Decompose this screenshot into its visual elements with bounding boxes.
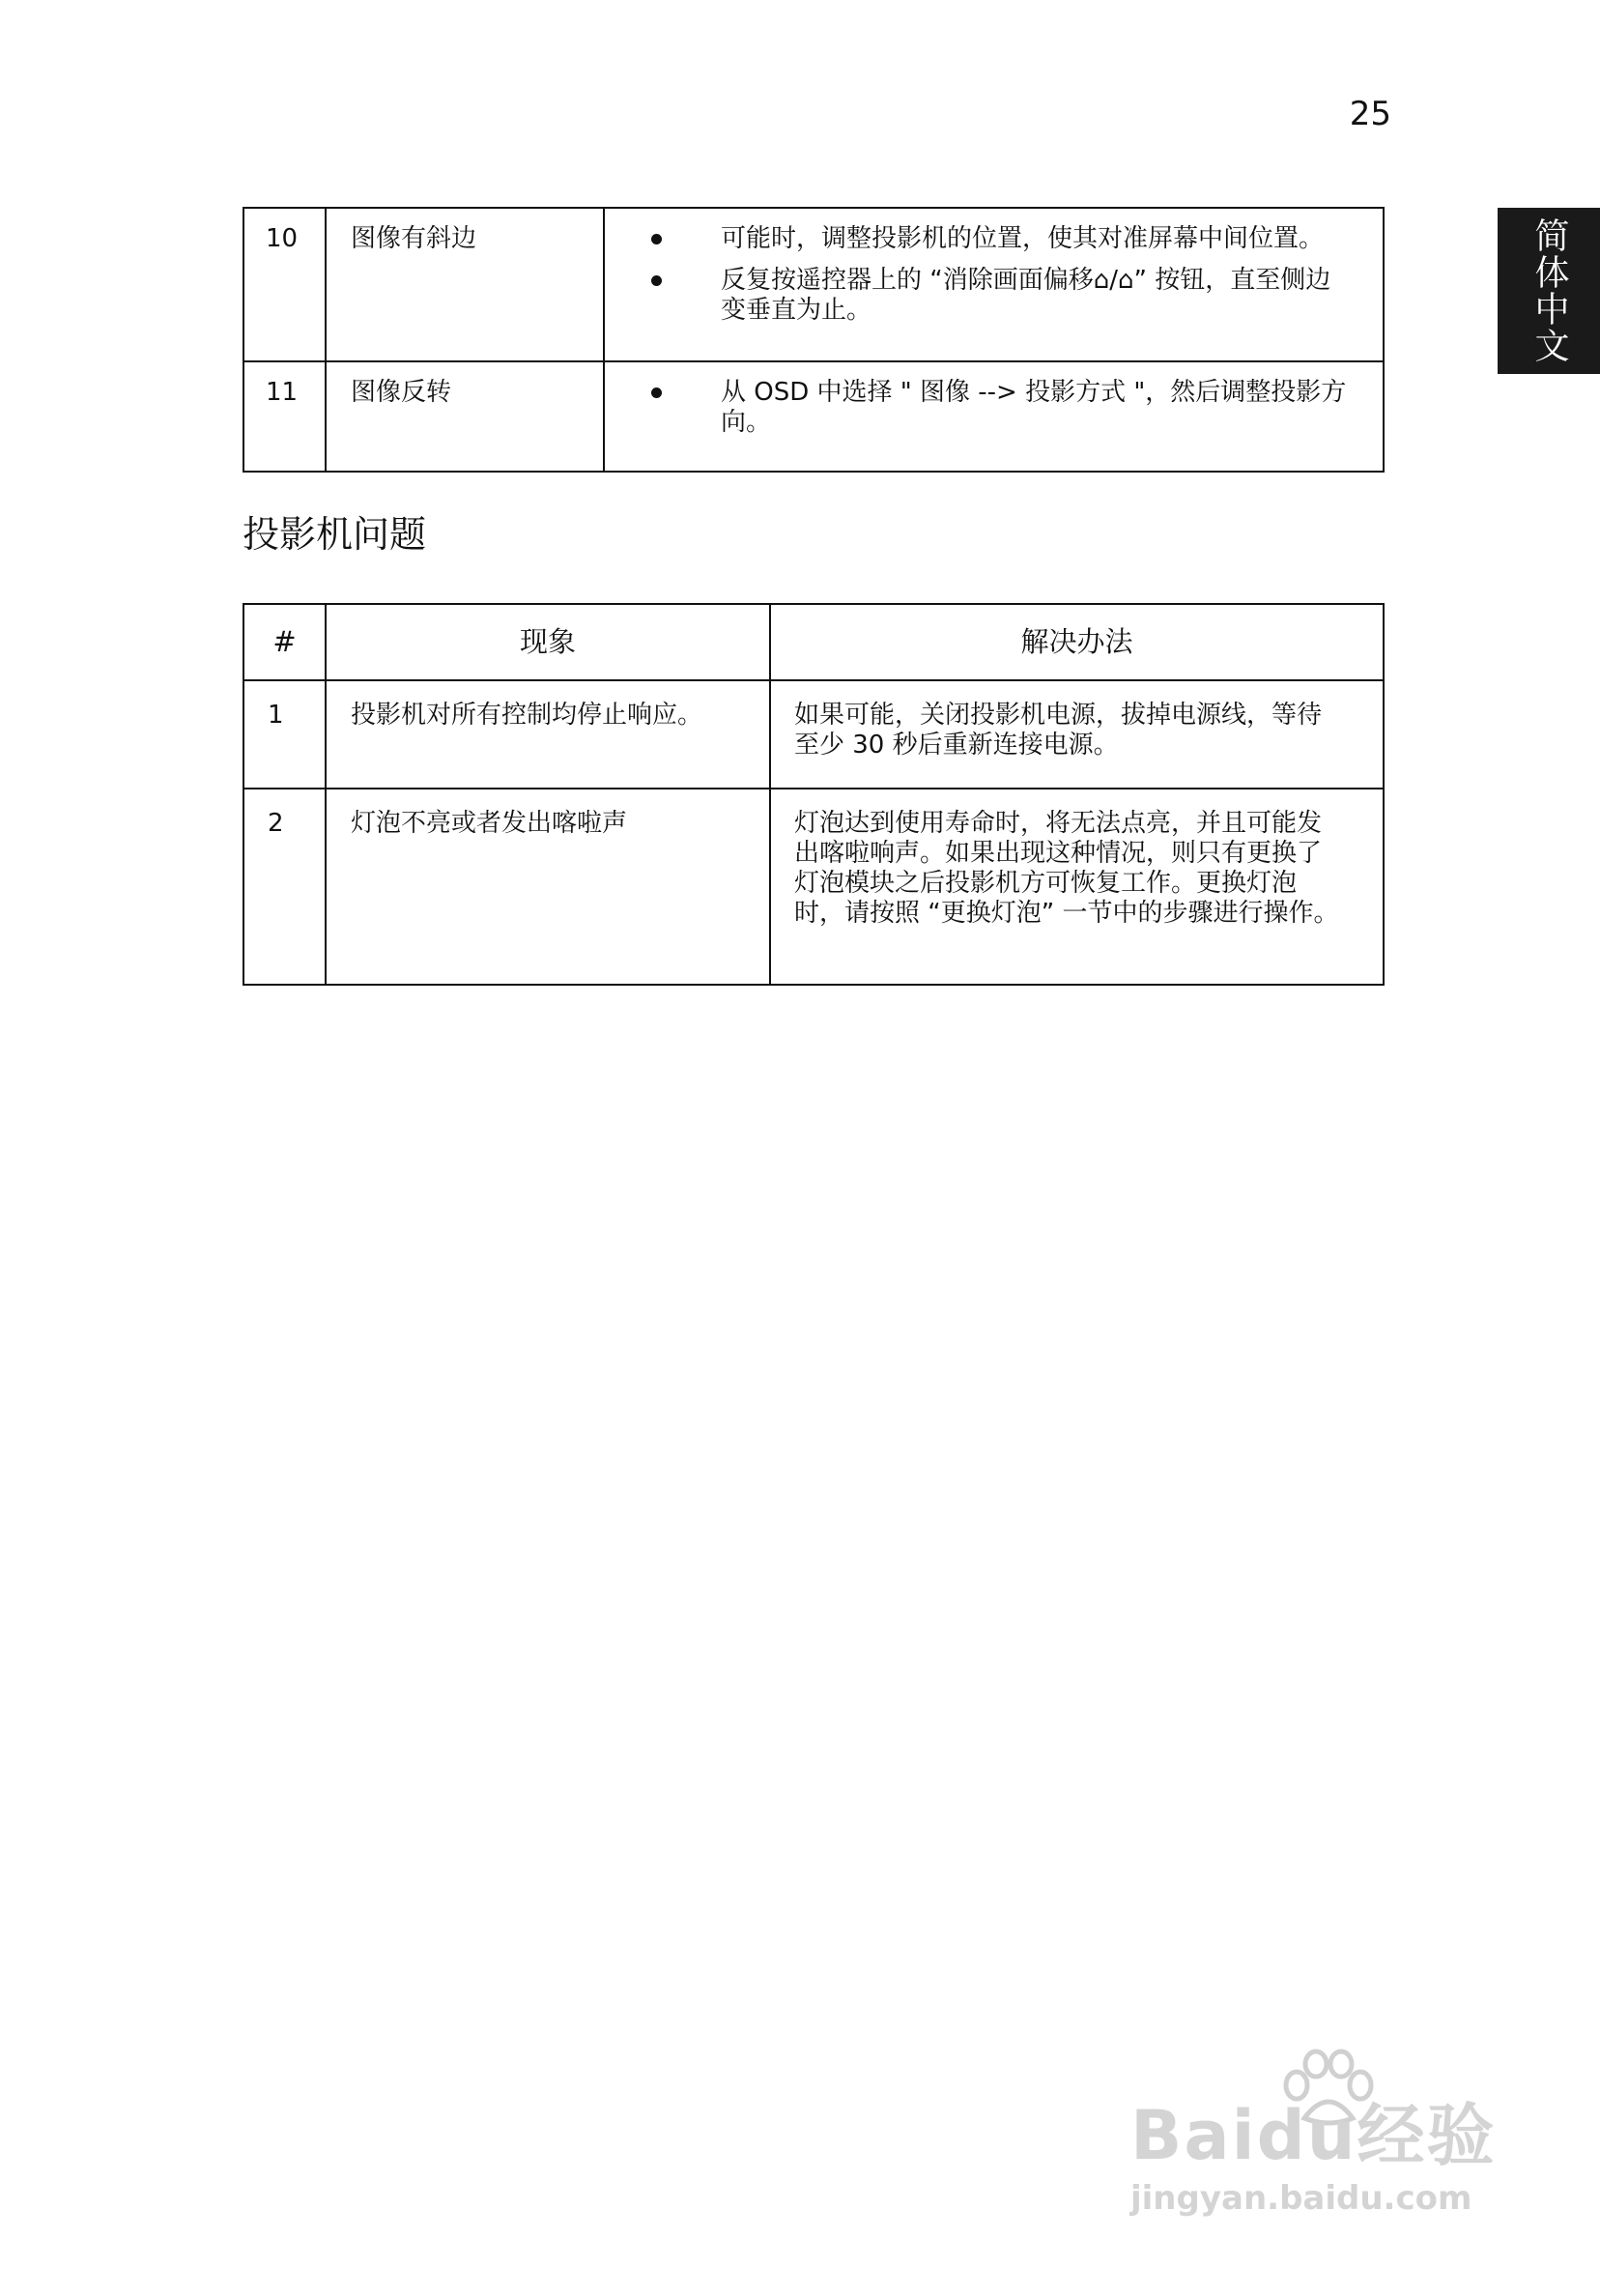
list-item xyxy=(628,266,1354,326)
baidu-watermark xyxy=(1130,2049,1498,2223)
symptom-cell: 图像有斜边 xyxy=(326,208,604,361)
table-row xyxy=(243,789,1384,985)
header-solution: 解决办法 xyxy=(770,604,1384,680)
solution-list xyxy=(628,224,1354,326)
header-number: # xyxy=(243,604,326,680)
page-number: 25 xyxy=(1349,95,1391,133)
solution-text: 可能时，调整投影机的位置，使其对准屏幕中间位置。 xyxy=(721,224,1325,253)
solution-text: 反复按遥控器上的 “消除画面偏移⌂/⌂” 按钮，直至侧边变垂直为止。 xyxy=(721,266,1331,325)
image-problems-table xyxy=(243,207,1385,473)
language-tab-label: 简体中文 xyxy=(1529,217,1569,364)
row-number: 11 xyxy=(243,361,326,472)
table-row xyxy=(243,361,1384,472)
list-item xyxy=(628,224,1354,254)
table-row xyxy=(243,208,1384,361)
bullet-icon xyxy=(651,387,662,398)
language-tab xyxy=(1498,208,1600,374)
symptom-cell: 灯泡不亮或者发出喀啦声 xyxy=(326,789,770,985)
row-number: 2 xyxy=(243,789,326,985)
watermark-logo: Baidu经验 xyxy=(1130,2096,1497,2175)
solution-cell: 灯泡达到使用寿命时，将无法点亮，并且可能发出喀啦响声。如果出现这种情况，则只有更换了灯泡模块之后投影机方可恢复工作。更换灯泡时，请按照 “更换灯泡” 一节中的步骤进行操作。 xyxy=(770,789,1384,985)
solution-text: 从 OSD 中选择 " 图像 --> 投影方式 "，然后调整投影方向。 xyxy=(721,378,1347,437)
solution-cell: 如果可能，关闭投影机电源，拔掉电源线，等待至少 30 秒后重新连接电源。 xyxy=(770,680,1384,789)
row-number: 10 xyxy=(243,208,326,361)
solution-list xyxy=(628,378,1354,438)
bullet-icon xyxy=(651,234,662,244)
list-item xyxy=(628,378,1354,438)
solution-cell xyxy=(604,208,1384,361)
row-number: 1 xyxy=(243,680,326,789)
header-symptom: 现象 xyxy=(326,604,770,680)
bullet-icon xyxy=(651,275,662,286)
symptom-cell: 投影机对所有控制均停止响应。 xyxy=(326,680,770,789)
solution-cell xyxy=(604,361,1384,472)
symptom-cell: 图像反转 xyxy=(326,361,604,472)
watermark-url: jingyan.baidu.com xyxy=(1130,2179,1472,2218)
table-row xyxy=(243,680,1384,789)
projector-problems-table xyxy=(243,603,1385,986)
table-header-row xyxy=(243,604,1384,680)
section-title: 投影机问题 xyxy=(243,513,427,556)
